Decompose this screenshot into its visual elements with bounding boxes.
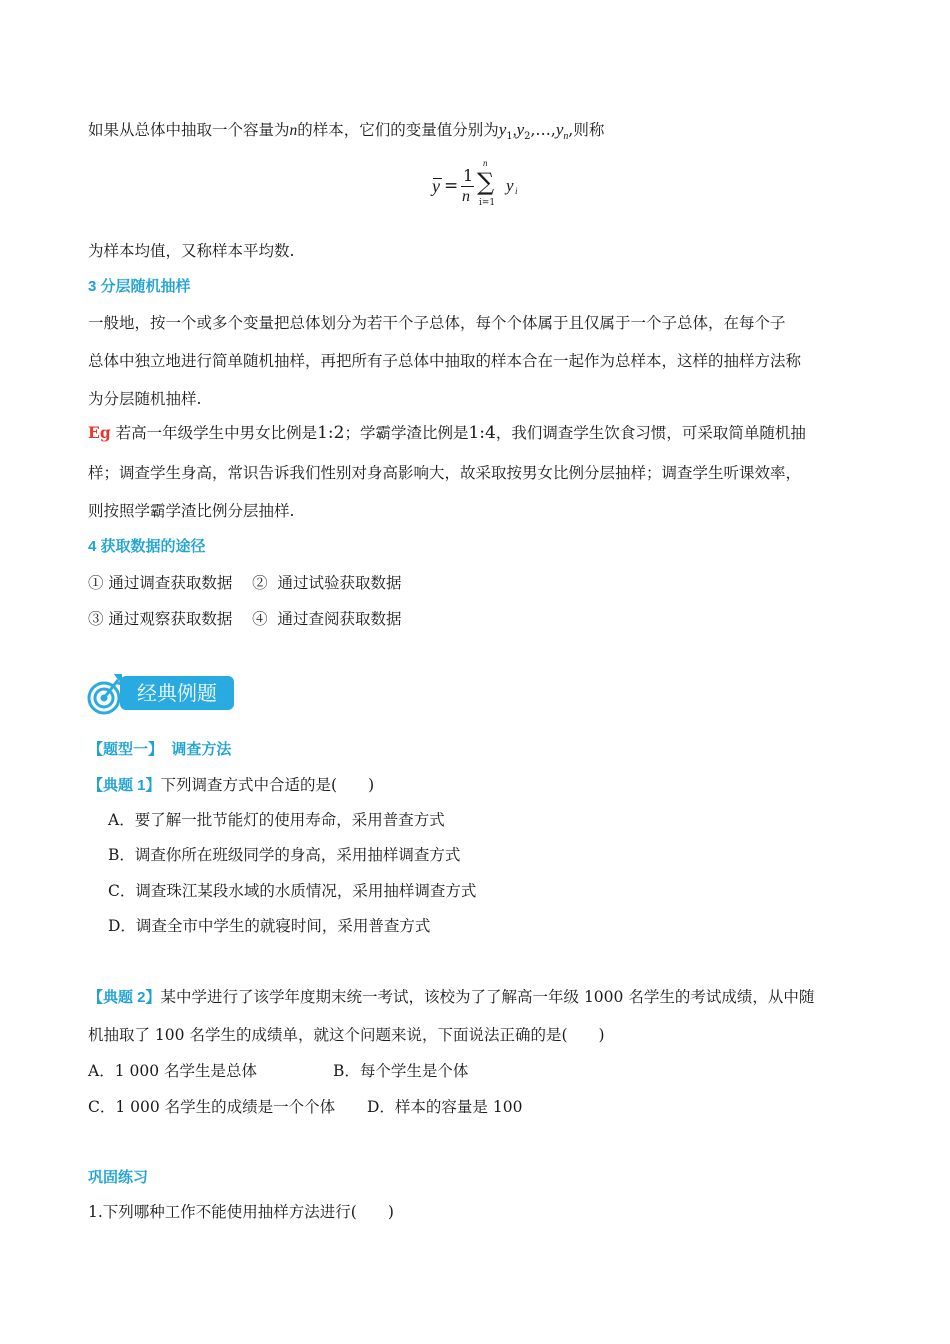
sample-mean-formula: y = 1 n n ∑ i=1 y i [432, 158, 518, 208]
banner-label: 经典例题 [120, 676, 234, 710]
var-n: n [289, 122, 298, 139]
example-1-option-a: A．要了解一批节能灯的使用寿命，采用普查方式 [108, 811, 445, 829]
example-2-question: 【典题 2】某中学进行了该学年度期末统一考试，该校为了了解高一年级 1000 名学生的考试成绩，从中随 [88, 988, 815, 1006]
example-1-option-c: C．调查珠江某段水域的水质情况，采用抽样调查方式 [108, 882, 477, 900]
example-2-option-c: C．1 000 名学生的成绩是一个个体 [88, 1098, 336, 1116]
section-4-row: ③ 通过观察获取数据 ④ 通过查阅获取数据 [88, 610, 402, 628]
eg-line-3: 则按照学霸学渣比例分层抽样. [88, 502, 295, 520]
after-formula: 为样本均值，又称样本平均数. [88, 242, 295, 260]
eg-line-1: Eg 若高一年级学生中男女比例是1:2；学霸学渣比例是1:4，我们调查学生饮食习惯，可采取简单随机抽 [88, 423, 806, 443]
example-1-question: 【典题 1】下列调查方式中合适的是( ) [88, 776, 375, 794]
eg-line-2: 样；调查学生身高，常识告诉我们性别对身高影响大，故采取按男女比例分层抽样；调查学生听课效率， [88, 464, 802, 482]
example-2-option-a: A．1 000 名学生是总体 [88, 1062, 257, 1080]
example-1-option-b: B．调查你所在班级同学的身高，采用抽样调查方式 [108, 846, 461, 864]
practice-title: 巩固练习 [88, 1169, 149, 1186]
example-2-question-cont: 机抽取了 100 名学生的成绩单，就这个问题来说，下面说法正确的是( ) [88, 1026, 605, 1044]
example-2-tag: 【典题 2】 [88, 989, 161, 1006]
section-3-line: 总体中独立地进行简单随机抽样，再把所有子总体中抽取的样本合在一起作为总样本，这样的抽样方法称 [88, 352, 802, 370]
type-1-title: 【题型一】 调查方法 [88, 741, 232, 758]
example-1-option-d: D．调查全市中学生的就寝时间，采用普查方式 [108, 917, 431, 935]
sigma-symbol: ∑ [477, 168, 495, 196]
section-4-title: 4 获取数据的途径 [88, 538, 206, 555]
practice-question-1: 1.下列哪种工作不能使用抽样方法进行( ) [88, 1203, 394, 1221]
section-3-title: 3 分层随机抽样 [88, 278, 191, 295]
example-2-option-d: D．样本的容量是 100 [367, 1098, 523, 1116]
section-3-line: 一般地，按一个或多个变量把总体划分为若干个子总体，每个个体属于且仅属于一个子总体，在每个子 [88, 314, 786, 332]
section-3-line: 为分层随机抽样. [88, 390, 202, 408]
intro-line: 如果从总体中抽取一个容量为n的样本，它们的变量值分别为$y_1,y_2,\dots,y_n$,则称 [88, 120, 605, 143]
eg-label: Eg [88, 423, 111, 442]
example-1-tag: 【典题 1】 [88, 777, 161, 794]
section-4-row: ① 通过调查获取数据 ② 通过试验获取数据 [88, 574, 402, 592]
example-2-option-b: B．每个学生是个体 [333, 1062, 469, 1080]
ybar: y [432, 176, 440, 196]
